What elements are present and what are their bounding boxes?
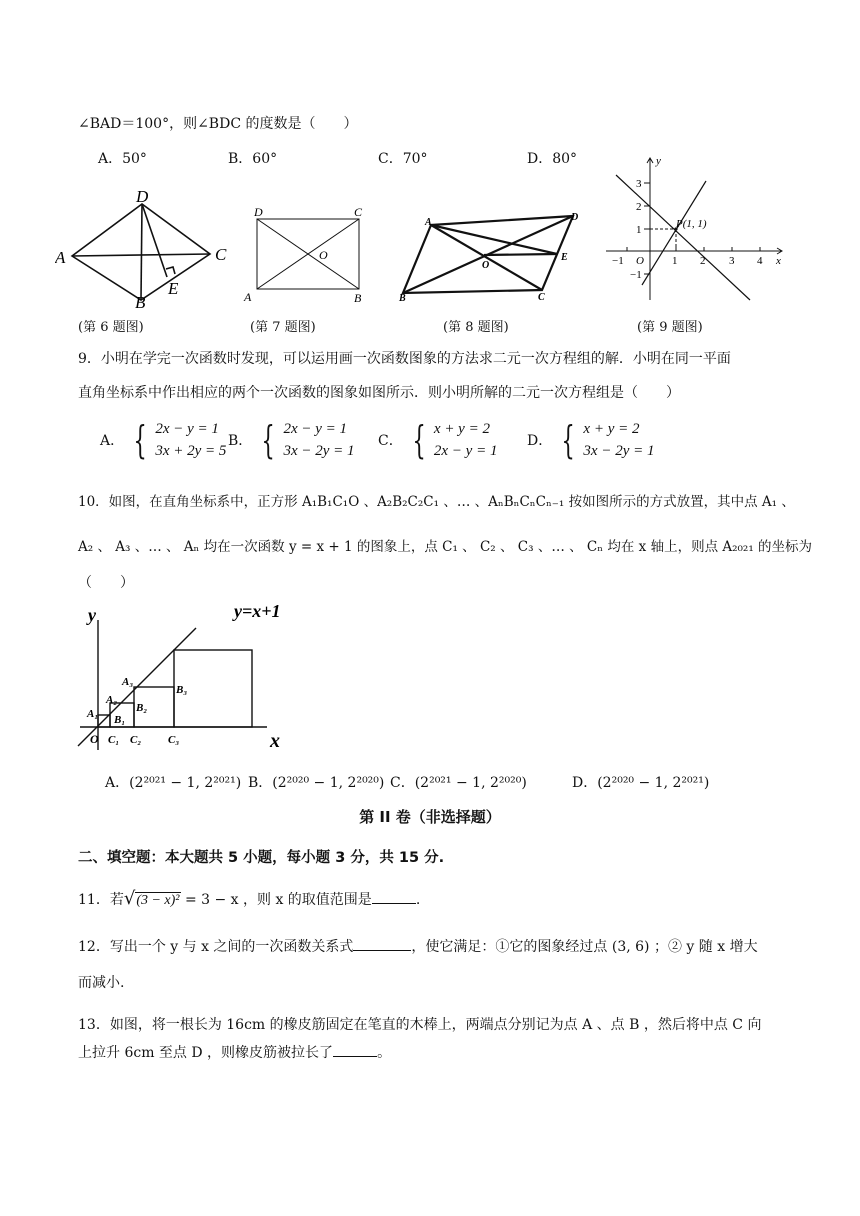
fig7-label-c: C xyxy=(354,205,363,219)
q13-line1: 13．如图，将一根长为 16cm 的橡皮筋固定在笔直的木棒上，两端点分别记为点 A 、点 B ，然后将中点 C 向 xyxy=(78,1017,762,1033)
q12-line1 xyxy=(78,936,758,956)
q11 xyxy=(78,888,420,909)
fig9-point-p: P(1, 1) xyxy=(676,218,707,230)
fig8-label-o: O xyxy=(482,260,490,271)
fig9-xtick: 1 xyxy=(672,255,678,267)
q9-option-c: C． { x + y = 2 2x − y = 1 xyxy=(378,418,498,462)
fig9-x-axis-label: x xyxy=(776,255,781,267)
q9-option-a-label: A． xyxy=(100,433,125,449)
figure-6-rhombus xyxy=(55,190,235,310)
q9-option-a: A． { 2x − y = 1 3x + 2y = 5 xyxy=(100,418,227,462)
q11-answer-blank[interactable] xyxy=(372,891,416,904)
q9-option-d-eq1: x + y = 2 xyxy=(583,421,640,437)
q9-option-a-eq2: 3x + 2y = 5 xyxy=(155,443,227,459)
fig9-ytick: 1 xyxy=(636,224,642,236)
fig8-label-e: E xyxy=(561,252,568,263)
figure-7-rectangle xyxy=(242,205,372,307)
fig6-label-b: B xyxy=(135,293,146,310)
fig9-ytick: 3 xyxy=(636,178,642,190)
q13-line2 xyxy=(78,1042,391,1062)
fig7-label-a: A xyxy=(244,290,252,304)
q9-option-d: D． { x + y = 2 3x − 2y = 1 xyxy=(527,418,655,462)
q10-graph-b3: B₃ xyxy=(176,684,188,696)
fig6-label-e: E xyxy=(168,279,179,298)
q8-option-d: D．80° xyxy=(527,151,578,167)
q9-option-c-eq1: x + y = 2 xyxy=(433,421,490,437)
q9-option-d-eq2: 3x − 2y = 1 xyxy=(583,443,655,459)
fig7-label-d: D xyxy=(254,205,263,219)
section-2-title: 第 II 卷（非选择题） xyxy=(359,808,501,826)
q9-option-c-eq2: 2x − y = 1 xyxy=(433,443,498,459)
q13-prefix: 上拉升 6cm 至点 D ，则橡皮筋被拉长了 xyxy=(78,1045,334,1061)
figure-8-caption: (第 8 题图) xyxy=(443,320,509,335)
fig8-label-c: C xyxy=(538,292,545,303)
q10-graph xyxy=(72,595,302,755)
figure-9-caption: (第 9 题图) xyxy=(637,320,703,335)
figure-8-parallelogram xyxy=(395,208,595,303)
fig9-ytick: 2 xyxy=(636,201,642,213)
sqrt-icon: √ xyxy=(123,888,136,909)
fig6-label-c: C xyxy=(215,245,227,264)
fig9-xtick: 2 xyxy=(700,255,706,267)
q9-stem-line1: 9．小明在学完一次函数时发现，可以运用画一次函数图象的方法求二元一次方程组的解．小明在同一平面 xyxy=(78,351,731,367)
q11-radicand: (3 − x)² xyxy=(136,893,180,908)
figure-7-caption: (第 7 题图) xyxy=(250,320,316,335)
q10-graph-title: y=x+1 xyxy=(234,601,281,621)
q10-graph-x-label: x xyxy=(270,730,280,752)
q10-graph-a3: A₃ xyxy=(122,676,134,688)
q10-graph-c3: C₃ xyxy=(168,734,180,746)
q10-option-c: C．(2²⁰²¹ − 1, 2²⁰²⁰) xyxy=(390,775,527,791)
q10-graph-a1: A₁ xyxy=(87,708,99,720)
fig8-label-b: B xyxy=(399,293,406,303)
fig6-label-a: A xyxy=(55,248,66,267)
q8-option-c: C．70° xyxy=(378,151,428,167)
q13-suffix: 。 xyxy=(377,1045,392,1061)
q11-suffix: = 3 − x ，则 x 的取值范围是 xyxy=(180,892,372,908)
q10-option-b: B．(2²⁰²⁰ − 1, 2²⁰²⁰) xyxy=(248,775,385,791)
q9-option-b: B． { 2x − y = 1 3x − 2y = 1 xyxy=(228,418,355,462)
q11-end: . xyxy=(415,892,421,908)
fig9-xtick: 3 xyxy=(729,255,735,267)
q8-stem: ∠BAD＝100°，则∠BDC 的度数是（ ） xyxy=(78,116,358,132)
q8-option-b: B．60° xyxy=(228,151,278,167)
q10-graph-c2: C₂ xyxy=(130,734,142,746)
q10-option-d: D．(2²⁰²⁰ − 1, 2²⁰²¹) xyxy=(572,775,710,791)
fig9-origin-label: O xyxy=(636,255,644,267)
q12-answer-blank[interactable] xyxy=(353,938,411,951)
q9-option-b-label: B． xyxy=(228,433,253,449)
q12-prefix: 12．写出一个 y 与 x 之间的一次函数关系式 xyxy=(78,939,354,955)
fig8-label-a: A xyxy=(425,217,432,228)
q9-option-d-label: D． xyxy=(527,433,553,449)
fig9-ytick: −1 xyxy=(630,269,642,281)
fig6-label-d: D xyxy=(136,190,149,206)
q9-option-a-eq1: 2x − y = 1 xyxy=(155,421,219,437)
q10-graph-c1: C₁ xyxy=(108,734,120,746)
q12-suffix: ，使它满足：①它的图象经过点 (3, 6) ；② y 随 x 增大 xyxy=(411,939,758,955)
q9-stem-line2: 直角坐标系中作出相应的两个一次函数的图象如图所示．则小明所解的二元一次方程组是（ ） xyxy=(78,385,680,401)
figure-9-graph xyxy=(600,155,790,305)
q10-graph-y-label: y xyxy=(88,605,96,625)
q9-option-c-label: C． xyxy=(378,433,403,449)
q8-option-a: A．50° xyxy=(98,151,147,167)
fig7-label-b: B xyxy=(354,291,362,305)
fig9-xtick: 4 xyxy=(757,255,763,267)
q13-answer-blank[interactable] xyxy=(333,1044,377,1057)
q10-stem-line1: 10．如图，在直角坐标系中，正方形 A₁B₁C₁O 、A₂B₂C₂C₁ 、… 、AₙBₙCₙCₙ₋₁ 按如图所示的方式放置，其中点 A₁ 、 xyxy=(78,494,795,510)
q10-stem-line3: （ ） xyxy=(78,575,134,591)
q12-line2: 而减小. xyxy=(78,975,125,991)
fig9-xtick: −1 xyxy=(612,255,624,267)
q10-stem-line2: A₂ 、 A₃ 、… 、 Aₙ 均在一次函数 y = x + 1 的图象上，点 C₁ 、 C₂ 、 C₃ 、… 、 Cₙ 均在 x 轴上，则点 A₂₀₂₁ 的坐标为 xyxy=(78,539,813,555)
q11-prefix: 11．若 xyxy=(78,892,124,908)
fig9-y-axis-label: y xyxy=(656,155,661,167)
q10-graph-b1: B₁ xyxy=(114,714,126,726)
fig8-label-d: D xyxy=(571,212,579,223)
q10-graph-o-label: O xyxy=(90,732,99,746)
section-2-heading: 二、填空题：本大题共 5 小题，每小题 3 分，共 15 分. xyxy=(78,850,445,866)
q9-option-b-eq1: 2x − y = 1 xyxy=(283,421,348,437)
fig7-label-o: O xyxy=(319,248,328,262)
q10-graph-a2: A₂ xyxy=(106,694,118,706)
q9-option-b-eq2: 3x − 2y = 1 xyxy=(283,443,355,459)
figure-6-caption: (第 6 题图) xyxy=(78,320,144,335)
q10-option-a: A．(2²⁰²¹ − 1, 2²⁰²¹) xyxy=(105,775,242,791)
q10-graph-b2: B₂ xyxy=(136,702,148,714)
